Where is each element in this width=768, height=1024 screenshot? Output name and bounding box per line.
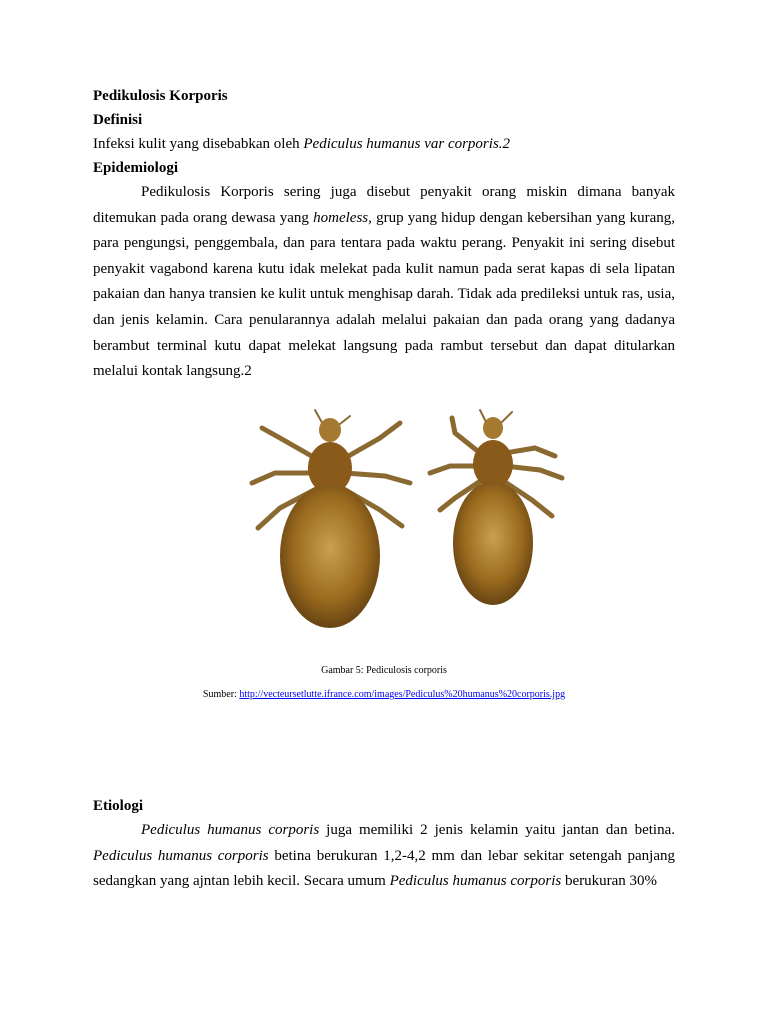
figure-source: Sumber: http://vecteursetlutte.ifrance.com/images/Pediculus%20humanus%20corporis.jpg [202,689,566,700]
definition-heading: Definisi [93,112,143,128]
epidemiology-heading: Epidemiologi [93,160,179,176]
louse-male-thorax [473,440,513,488]
lice-figure [240,398,580,643]
louse-male-head [483,417,503,439]
louse-male-abdomen [453,481,533,605]
document-body [93,84,675,385]
louse-female-abdomen [280,484,380,628]
figure-caption: Gambar 5: Pediculosis corporis [321,665,447,676]
etiology-heading: Etiologi [93,798,144,814]
definition-text: Infeksi kulit yang disebabkan oleh Pediculus humanus var corporis.2 [93,136,511,152]
louse-female-head [319,418,341,442]
section-title: Pedikulosis Korporis [93,88,228,104]
etiology-section [93,794,675,895]
etiology-paragraph: Pediculus humanus corporis juga memiliki 2 jenis kelamin yaitu jantan dan betina. Pediculus humanus corporis betina berukuran 1,2-4,2 mm dan lebar sekitar setengah panjang sedangkan yang ajntan lebih kecil. Secara umum Pediculus humanus corporis berukuran 30% [93,822,675,890]
source-link[interactable]: http://vecteursetlutte.ifrance.com/images/Pediculus%20humanus%20corporis.jpg [239,689,566,700]
epidemiology-paragraph: Pedikulosis Korporis sering juga disebut penyakit orang miskin dimana banyak ditemukan pada orang dewasa yang homeless, grup yang hidup dengan kebersihan yang kurang, para pengungsi, penggembala, dan para tentara pada waktu perang. Penyakit ini sering disebut penyakit vagabond karena kutu idak melekat pada kulit namun pada serat kapas di sela lipatan pakaian dan hanya transien ke kulit untuk menghisap darah. Tidak ada predileksi untuk ras, usia, dan jenis kelamin. Cara penularannya adalah melalui pakaian dan pada orang yang dadanya berambut terminal kutu dapat melekat langsung pada rambut tersebut dan dapat ditularkan melalui kontak langsung.2 [93,184,675,380]
